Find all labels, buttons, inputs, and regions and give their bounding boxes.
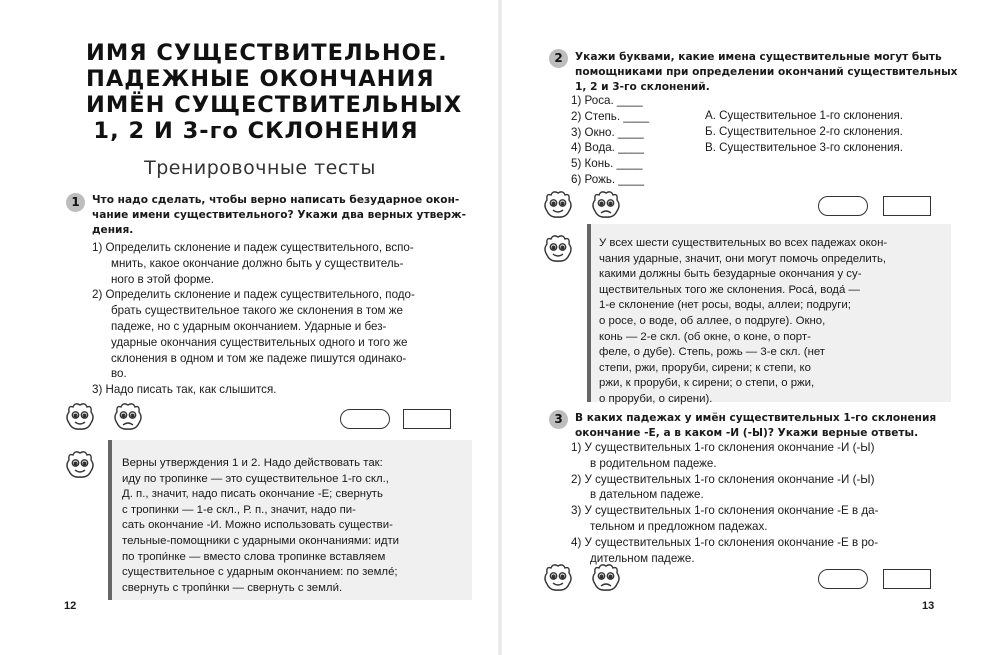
word-item: 3) Окно. ____ bbox=[571, 125, 644, 139]
option-2: 2) У существительных 1-го склонения окончание -И (-Ы) в дательном падеже. bbox=[571, 472, 875, 502]
question-number-badge: 2 bbox=[549, 49, 568, 68]
question-line: чание имени существительного? Укажи два верных утверж- bbox=[92, 209, 466, 221]
section-subtitle: Тренировочные тесты bbox=[144, 157, 376, 179]
word-item: 2) Степь. ____ bbox=[571, 109, 650, 123]
title-line: ПАДЕЖНЫЕ ОКОНЧАНИЯ bbox=[86, 66, 435, 92]
title-line: ИМЁН СУЩЕСТВИТЕЛЬНЫХ bbox=[86, 92, 463, 118]
word-item: 5) Конь. ____ bbox=[571, 157, 643, 171]
option-3: 3) Надо писать так, как слышится. bbox=[92, 383, 277, 397]
option-2: 2) Определить склонение и падеж существительного, подо- брать существительное такого же склонения в том же падеже, но с ударным окончанием. Ударные и без- ударные окончания существительных одного и того же склонения в одном и том же падеже пишутся одинако- во. bbox=[92, 288, 415, 381]
option-1: 1) У существительных 1-го склонения окончание -И (-Ы) в родительном падеже. bbox=[571, 441, 875, 470]
question-3-text: В каких падежах у имён существительных 1-го склонения окончание -Е, а в каком -И (-Ы)? Укажи верные ответы. bbox=[575, 412, 937, 439]
mascot-answer-icon bbox=[542, 232, 574, 264]
happy-mascot-icon bbox=[542, 561, 574, 593]
question-3-options bbox=[571, 440, 878, 566]
score-box-field[interactable] bbox=[883, 569, 931, 589]
page-title bbox=[86, 40, 463, 144]
question-line: дения. bbox=[92, 224, 134, 236]
question-line: Что надо сделать, чтобы верно написать безударное окон- bbox=[92, 194, 460, 206]
question-1-text bbox=[92, 193, 466, 238]
left-page bbox=[0, 0, 495, 655]
happy-mascot-icon bbox=[64, 400, 96, 432]
sad-mascot-icon bbox=[590, 188, 622, 220]
question-number-badge: 3 bbox=[549, 410, 568, 429]
word-item: 1) Роса. ____ bbox=[571, 94, 643, 107]
answer-2-text: У всех шести существительных во всех падежах окон- чания ударные, значит, они могут помочь определить, какими должны быть безударные окончания у су- ществительных того же склонения. Роса́, вода́ — 1-е склонение (нет росы, воды, аллеи; подруги; о росе, о воде, об аллее, о подруге). Окно, конь — 2-е скл. (об окне, о коне, о порт- феле, о дубе). Степь, рожь — 3-е скл. (нет степи, ржи, проруби, сирени; к степи, ко ржи, к проруби, к сирени; о степи, о ржи, о проруби, о сирени). bbox=[599, 237, 888, 405]
sad-mascot-icon bbox=[112, 400, 144, 432]
choice-item: А. Существительное 1-го склонения. bbox=[705, 109, 904, 122]
score-box-field[interactable] bbox=[403, 409, 451, 429]
title-line: 1, 2 И 3-го СКЛОНЕНИЯ bbox=[93, 118, 419, 144]
score-oval-field[interactable] bbox=[818, 196, 868, 216]
question-1-options bbox=[92, 240, 415, 398]
option-4: 4) У существительных 1-го склонения окончание -Е в ро- дительном падеже. bbox=[571, 535, 879, 565]
option-1: 1) Определить склонение и падеж существительного, вспо- мнить, какое окончание должно быть у существитель- ного в этой форме. bbox=[92, 241, 414, 286]
score-box-field[interactable] bbox=[883, 196, 931, 216]
mascot-answer-icon bbox=[64, 448, 96, 480]
word-item: 4) Вода. ____ bbox=[571, 141, 644, 155]
title-line: ИМЯ СУЩЕСТВИТЕЛЬНОЕ. bbox=[86, 40, 448, 66]
option-3: 3) У существительных 1-го склонения окончание -Е в да- тельном и предложном падежах. bbox=[571, 504, 879, 533]
page-number: 12 bbox=[64, 600, 77, 612]
happy-mascot-icon bbox=[542, 188, 574, 220]
answer-1-text: Верны утверждения 1 и 2. Надо действовать так: иду по тропинке — это существительное 1-го скл., Д. п., значит, надо писать окончание -Е; свернуть с тропинки — 1-е скл., Р. п., значит, надо пи- сать окончание -И. Можно использовать существи- тельные-помощники с ударными окончаниями: идти по тропи́нке — вместо слова тропинке вставляем существительное с ударным окончанием: по земле́; свернуть с тропи́нки — свернуть с земли́. bbox=[122, 457, 400, 594]
score-oval-field[interactable] bbox=[818, 569, 868, 589]
right-page bbox=[505, 0, 1000, 655]
choice-item: Б. Существительное 2-го склонения. bbox=[705, 124, 903, 138]
choice-item: В. Существительное 3-го склонения. bbox=[705, 140, 904, 154]
sad-mascot-icon bbox=[590, 561, 622, 593]
question-2-choices bbox=[705, 108, 903, 155]
question-2-text: Укажи буквами, какие имена существительные могут быть помощниками при определении окончаний существительных 1, 2 и 3-го склонений. bbox=[575, 51, 958, 93]
page-number: 13 bbox=[922, 600, 935, 612]
word-item: 6) Рожь. ____ bbox=[571, 172, 645, 186]
book-gutter bbox=[498, 0, 502, 655]
question-2-words bbox=[571, 93, 649, 188]
score-oval-field[interactable] bbox=[340, 409, 390, 429]
question-number-badge: 1 bbox=[66, 193, 85, 212]
